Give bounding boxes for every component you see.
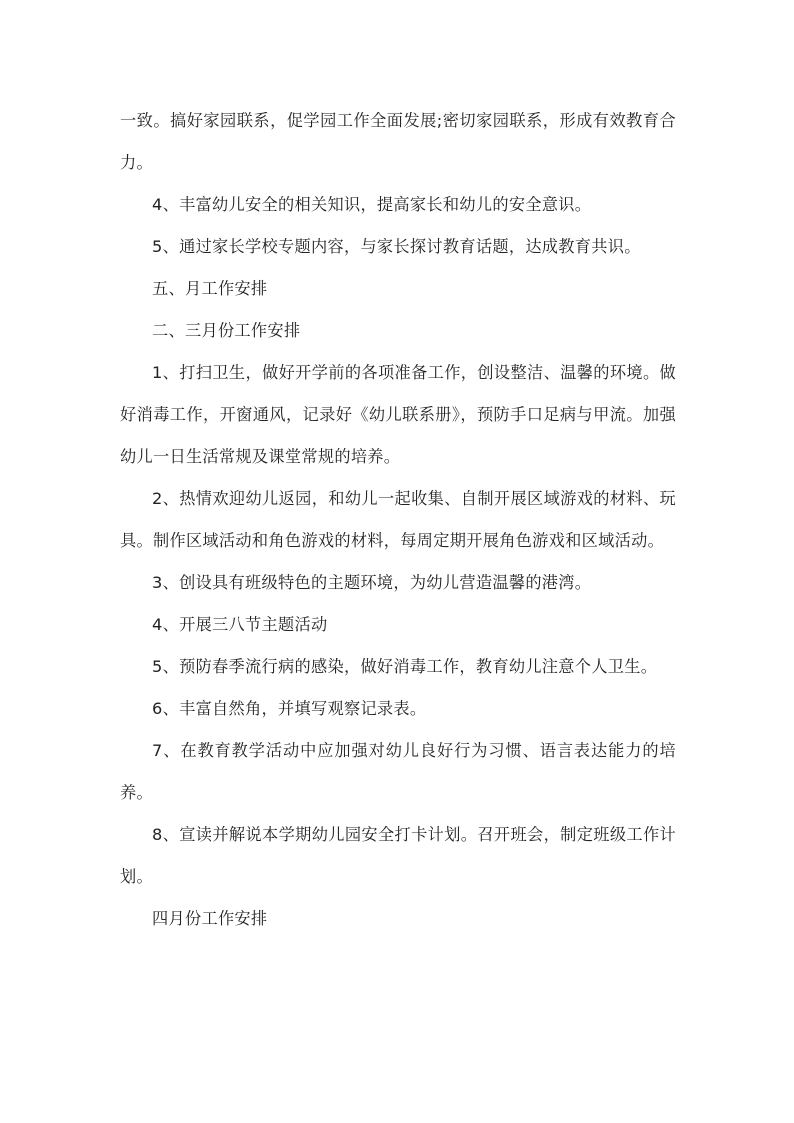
paragraph-march-item-8: 8、宣读并解说本学期幼儿园安全打卡计划。召开班会，制定班级工作计划。 bbox=[120, 825, 676, 886]
section-heading-april: 四月份工作安排 bbox=[152, 909, 268, 928]
paragraph-march-item-4: 4、开展三八节主题活动 bbox=[152, 615, 328, 634]
paragraph-item-5-parent-school: 5、通过家长学校专题内容，与家长探讨教育话题，达成教育共识。 bbox=[152, 237, 641, 256]
paragraph-march-item-1: 1、打扫卫生，做好开学前的各项准备工作，创设整洁、温馨的环境。做好消毒工作，开窗通风，记录好《幼儿联系册》，预防手口足病与甲流。加强幼儿一日生活常规及课堂常规的培养。 bbox=[120, 363, 676, 466]
paragraph-march-item-7: 7、在教育教学活动中应加强对幼儿良好行为习惯、语言表达能力的培养。 bbox=[120, 741, 676, 802]
section-heading-march: 二、三月份工作安排 bbox=[152, 321, 301, 340]
paragraph-march-item-2: 2、热情欢迎幼儿返园，和幼儿一起收集、自制开展区域游戏的材料、玩具。制作区域活动和角色游戏的材料，每周定期开展角色游戏和区域活动。 bbox=[120, 489, 676, 550]
paragraph-march-item-5: 5、预防春季流行病的感染，做好消毒工作，教育幼儿注意个人卫生。 bbox=[152, 657, 658, 676]
paragraph-item-4-safety-knowledge: 4、丰富幼儿安全的相关知识，提高家长和幼儿的安全意识。 bbox=[152, 195, 592, 214]
section-heading-monthly-plan: 五、月工作安排 bbox=[152, 279, 268, 298]
paragraph-continuation: 一致。搞好家园联系，促学园工作全面发展;密切家园联系，形成有效教育合力。 bbox=[120, 111, 676, 172]
paragraph-march-item-6: 6、丰富自然角，并填写观察记录表。 bbox=[152, 699, 427, 718]
paragraph-march-item-3: 3、创设具有班级特色的主题环境，为幼儿营造温馨的港湾。 bbox=[152, 573, 592, 592]
